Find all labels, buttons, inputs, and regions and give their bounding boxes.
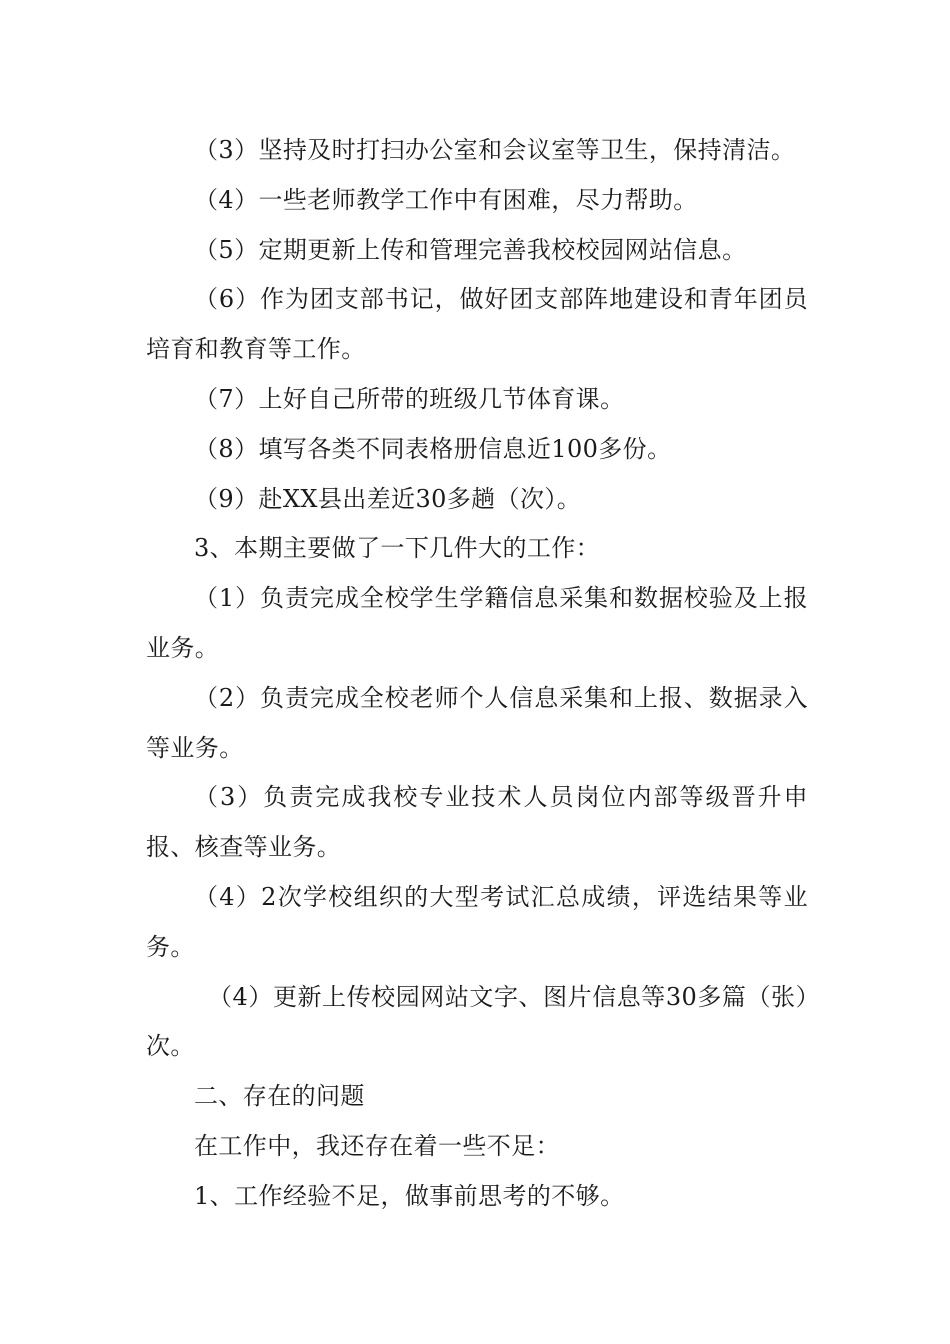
paragraph-4: （6）作为团支部书记，做好团支部阵地建设和青年团员培育和教育等工作。 xyxy=(146,285,808,364)
paragraph-7: （9）赴XX县出差近30多趟（次）。 xyxy=(194,484,582,513)
paragraph-3: （5）定期更新上传和管理完善我校校园网站信息。 xyxy=(194,235,747,264)
paragraph-6: （8）填写各类不同表格册信息近100多份。 xyxy=(194,434,672,463)
paragraph-1: （3）坚持及时打扫办公室和会议室等卫生，保持清洁。 xyxy=(194,136,796,164)
paragraph-2: （4）一些老师教学工作中有困难，尽力帮助。 xyxy=(194,185,698,214)
paragraph-15: 在工作中，我还存在着一些不足： xyxy=(194,1131,560,1160)
paragraph-9: （1）负责完成全校学生学籍信息采集和数据校验及上报业务。 xyxy=(146,584,808,662)
paragraph-11: （3）负责完成我校专业技术人员岗位内部等级晋升申报、核查等业务。 xyxy=(146,783,808,862)
section-heading: 二、存在的问题 xyxy=(194,1082,365,1111)
paragraph-13: （4）更新上传校园网站文字、图片信息等30多篇（张）次。 xyxy=(146,982,808,1061)
paragraph-10: （2）负责完成全校老师个人信息采集和上报、数据录入等业务。 xyxy=(146,683,808,762)
paragraph-16: 1、工作经验不足，做事前思考的不够。 xyxy=(194,1181,625,1210)
paragraph-12: （4）2次学校组织的大型考试汇总成绩，评选结果等业务。 xyxy=(146,882,808,961)
paragraph-8: 3、本期主要做了一下几件大的工作： xyxy=(194,534,601,563)
paragraph-5: （7）上好自己所带的班级几节体育课。 xyxy=(194,384,625,413)
document-body xyxy=(146,126,808,1222)
